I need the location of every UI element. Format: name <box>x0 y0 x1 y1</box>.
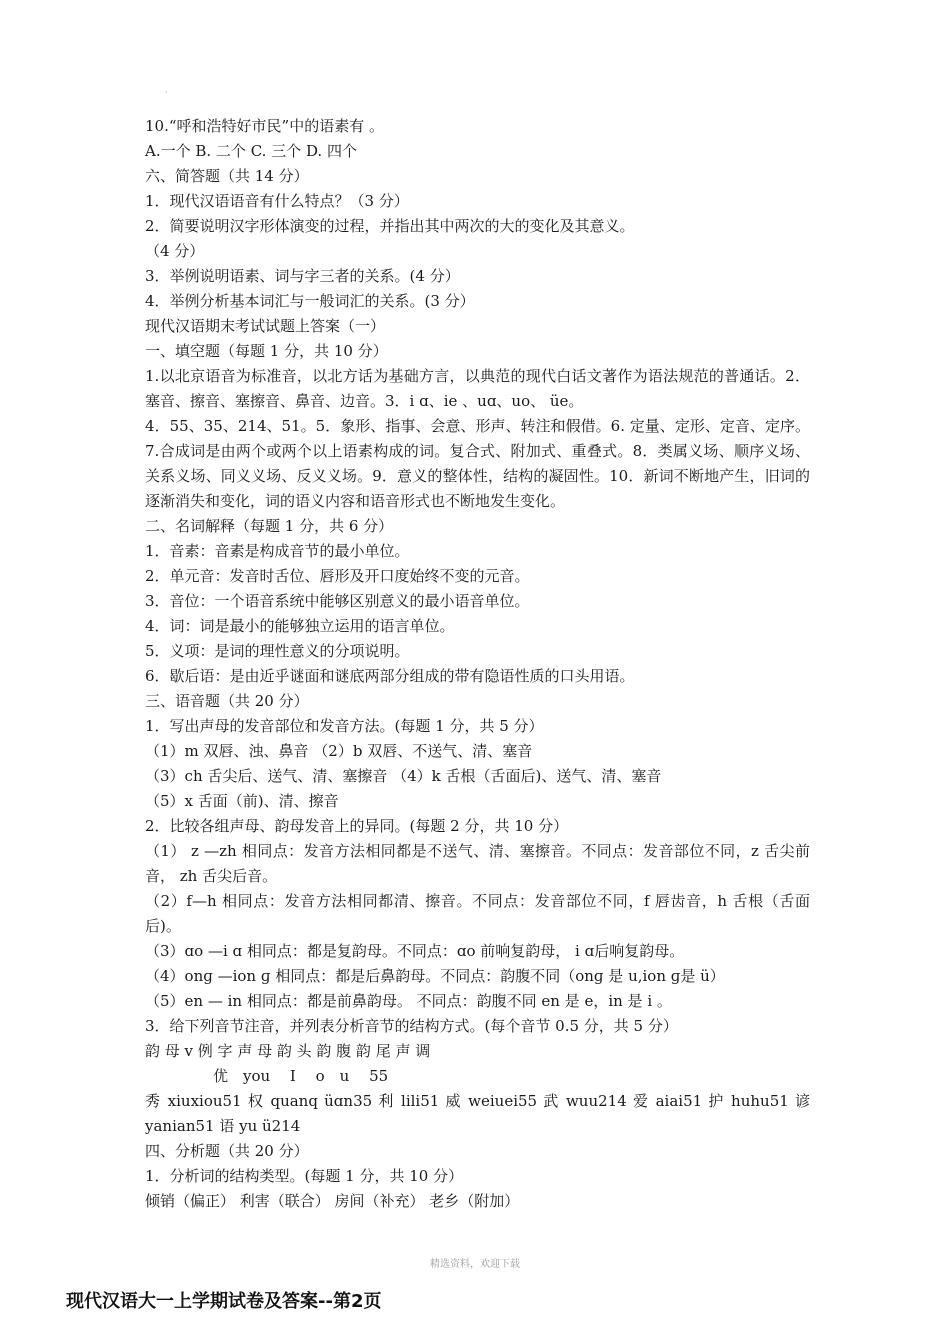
answer-paragraph: （1） z —zh 相同点：发音方法相同都是不送气、清、塞擦音。不同点：发音部位不同，z 舌尖前音， zh 舌尖后音。 <box>145 842 810 885</box>
footer-note: 精选资料，欢迎下载 <box>430 1259 520 1270</box>
text-line: 1．写出声母的发音部位和发音方法。(每题 1 分，共 5 分） <box>145 717 544 735</box>
text-line: 倾销（偏正） 利害（联合） 房间（补充） 老乡（附加） <box>145 1192 520 1210</box>
section-heading: 三、语音题（共 20 分） <box>145 692 309 710</box>
text-line: （4）onɡ —ion ɡ 相同点：都是后鼻韵母。不同点：韵腹不同（onɡ 是 u,ion ɡ是 ü） <box>145 967 725 985</box>
text-line: 1．音素：音素是构成音节的最小单位。 <box>145 542 410 560</box>
text-line: （3）ɑo —i ɑ 相同点：都是复韵母。不同点：ɑo 前响复韵母， i ɑ后响复韵母。 <box>145 942 685 960</box>
answer-paragraph: 1.以北京语音为标准音，以北方话为基础方言，以典范的现代白话文著作为语法规范的普通话。2．塞音、擦音、塞擦音、鼻音、边音。3．i ɑ、ie 、uɑ、uo、 üe。 <box>145 367 810 410</box>
text-line: 2．单元音：发音时舌位、唇形及开口度始终不变的元音。 <box>145 567 530 585</box>
text-line: A.一个 B. 二个 C. 三个 D. 四个 <box>145 142 357 160</box>
answer-title: 现代汉语期末考试试题上答案（一） <box>145 317 386 335</box>
example-row: 优 you I o u 55 <box>213 1067 389 1085</box>
text-line: 2．比较各组声母、韵母发音上的异同。(每题 2 分，共 10 分） <box>145 817 569 835</box>
text-line: 4．词：词是最小的能够独立运用的语言单位。 <box>145 617 455 635</box>
text-line: （4 分） <box>145 242 205 260</box>
text-line: （5）x 舌面（前)、清、擦音 <box>145 792 339 810</box>
text-line: 4．举例分析基本词汇与一般词汇的关系。(3 分） <box>145 292 475 310</box>
text-line: 3．音位：一个语音系统中能够区别意义的最小语音单位。 <box>145 592 530 610</box>
section-heading: 六、简答题（共 14 分） <box>145 167 309 185</box>
text-line: 6．歇后语：是由近乎谜面和谜底两部分组成的带有隐语性质的口头用语。 <box>145 667 635 685</box>
section-heading: 一、填空题（每题 1 分，共 10 分） <box>145 342 388 360</box>
top-mark: · <box>165 88 168 97</box>
answer-paragraph: （2）f—h 相同点：发音方法相同都清、擦音。不同点：发音部位不同，f 唇齿音，h 舌根（舌面后)。 <box>145 892 810 935</box>
text-line: 5．义项：是词的理性意义的分项说明。 <box>145 642 410 660</box>
text-line: 1．现代汉语语音有什么特点？（3 分） <box>145 192 409 210</box>
text-line: 1．分析词的结构类型。(每题 1 分，共 10 分） <box>145 1167 464 1185</box>
page-footer-title: 现代汉语大一上学期试卷及答案--第2页 <box>66 1291 382 1312</box>
document-body <box>145 114 810 1214</box>
section-heading: 四、分析题（共 20 分） <box>145 1142 309 1160</box>
text-line: 3．给下列音节注音，并列表分析音节的结构方式。(每个音节 0.5 分，共 5 分） <box>145 1017 678 1035</box>
section-heading: 二、名词解释（每题 1 分，共 6 分） <box>145 517 394 535</box>
text-line: 2．简要说明汉字形体演变的过程，并指出其中两次的大的变化及其意义。 <box>145 217 635 235</box>
text-line: 10.“呼和浩特好市民”中的语素有 。 <box>145 117 384 135</box>
syllable-list: 秀 xiuxiou51 权 quanq üɑn35 利 lili51 威 weiuei55 武 wuu214 爱 aiai51 护 huhu51 谚 yanian51 语 yu ü214 <box>145 1092 810 1135</box>
text-line: （1）m 双唇、浊、鼻音 （2）b 双唇、不送气、清、塞音 <box>145 742 533 760</box>
text-line: 3．举例说明语素、词与字三者的关系。(4 分） <box>145 267 460 285</box>
text-line: （3）ch 舌尖后、送气、清、塞擦音 （4）k 舌根（舌面后)、送气、清、塞音 <box>145 767 662 785</box>
answer-paragraph: 4．55、35、214、51。5．象形、指事、会意、形声、转注和假借。6. 定量、定形、定音、定序。7.合成词是由两个或两个以上语素构成的词。复合式、附加式、重叠式。8．类属义场、顺序义场、关系义场、同义义场、反义义场。9．意义的整体性，结构的凝固性。10．新词不断地产生，旧词的逐渐消失和变化，词的语义内容和语音形式也不断地发生变化。 <box>145 417 810 510</box>
table-header-row: 韵 母 v 例 字 声 母 韵 头 韵 腹 韵 尾 声 调 <box>145 1042 431 1060</box>
text-line: （5）en — in 相同点：都是前鼻韵母。 不同点：韵腹不同 en 是 e，in 是 i 。 <box>145 992 672 1010</box>
